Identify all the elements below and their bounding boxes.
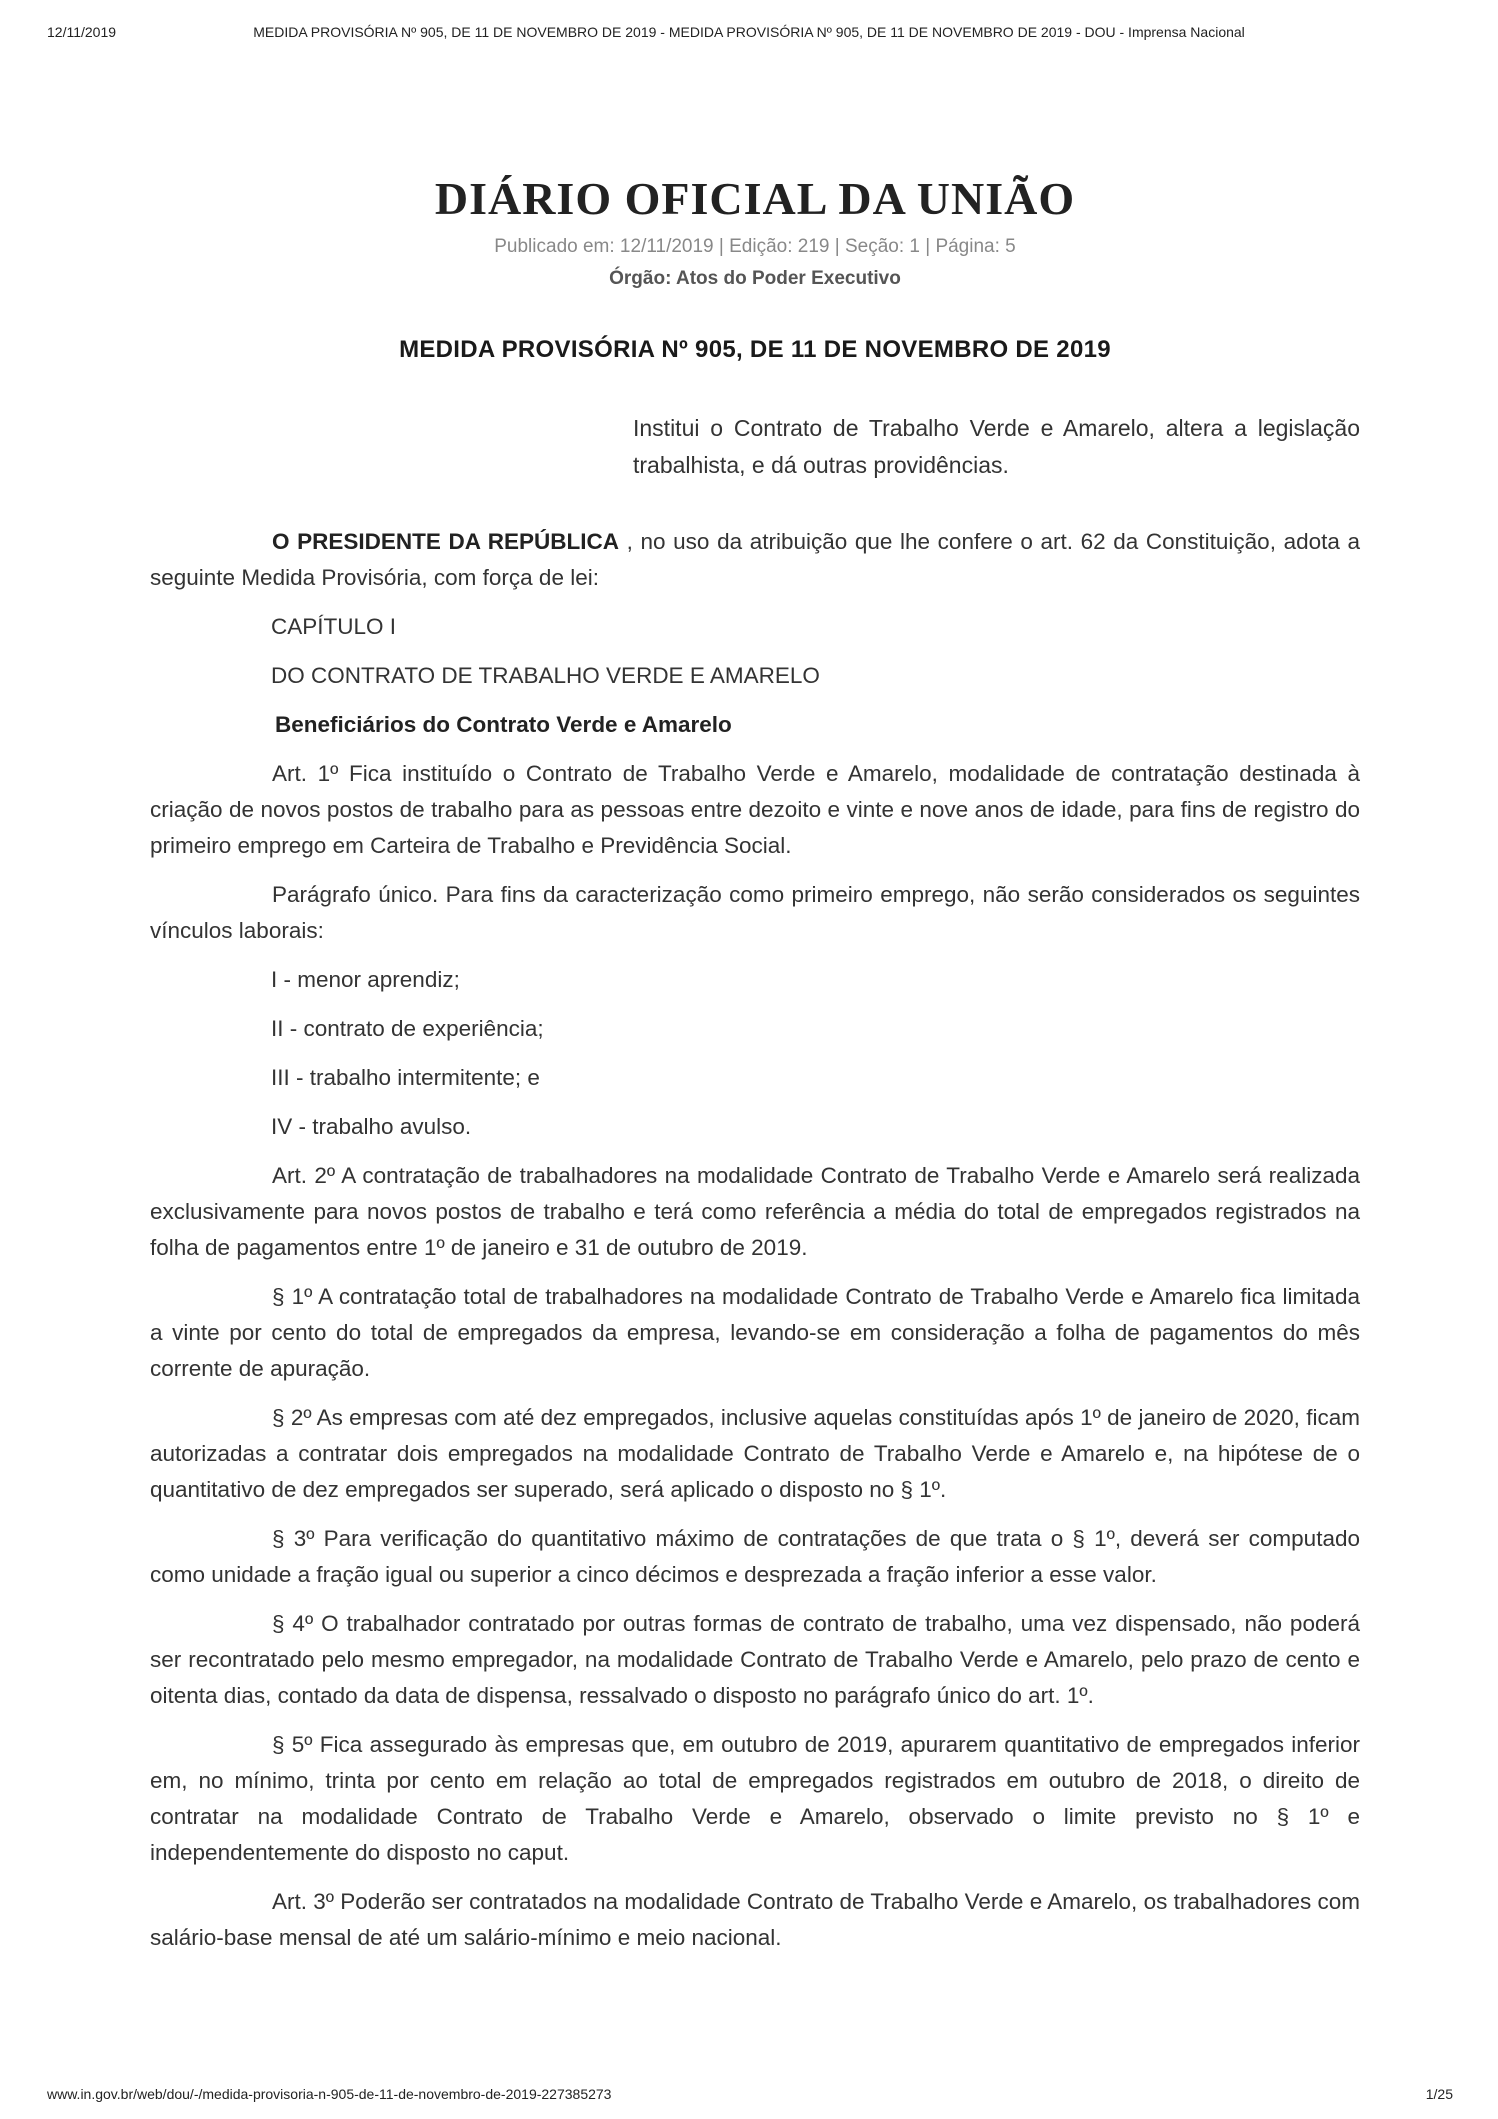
print-page-number: 1/25 xyxy=(1425,2086,1453,2102)
preamble-rest: , no uso da atribuição que lhe confere o art. 62 da Constituição, adota a seguinte Medida Provisória, com força de lei: xyxy=(150,529,1360,590)
preamble-strong: O PRESIDENTE DA REPÚBLICA xyxy=(272,529,620,554)
article-2-paragraph-5: § 5º Fica assegurado às empresas que, em outubro de 2019, apurarem quantitativo de empregados inferior em, no mínimo, trinta por cento em relação ao total de empregados registrados em outubro de 2018, o direito de contratar na modalidade Contrato de Trabalho Verde e Amarelo, observado o limite previsto no § 1º e independentemente do disposto no caput. xyxy=(150,1732,1360,1865)
act-title: MEDIDA PROVISÓRIA Nº 905, DE 11 DE NOVEMBRO DE 2019 xyxy=(399,336,1111,363)
chapter-title: DO CONTRATO DE TRABALHO VERDE E AMARELO xyxy=(271,663,820,688)
article-1: Art. 1º Fica instituído o Contrato de Trabalho Verde e Amarelo, modalidade de contratação destinada à criação de novos postos de trabalho para as pessoas entre dezoito e vinte e nove anos de idade, para fins de registro do primeiro emprego em Carteira de Trabalho e Previdência Social. xyxy=(150,761,1360,858)
print-url: www.in.gov.br/web/dou/-/medida-provisoria-n-905-de-11-de-novembro-de-2019-227385273 xyxy=(47,2086,612,2102)
print-footer xyxy=(0,2086,1498,2106)
list-item: III - trabalho intermitente; e xyxy=(271,1065,540,1090)
ementa: Institui o Contrato de Trabalho Verde e Amarelo, altera a legislação trabalhista, e dá outras providências. xyxy=(633,415,1360,478)
orgao: Órgão: Atos do Poder Executivo xyxy=(609,268,901,289)
article-3: Art. 3º Poderão ser contratados na modalidade Contrato de Trabalho Verde e Amarelo, os trabalhadores com salário-base mensal de até um salário-mínimo e meio nacional. xyxy=(150,1889,1360,1950)
print-header xyxy=(0,24,1498,44)
act-body xyxy=(150,524,1360,1969)
article-2-paragraph-1: § 1º A contratação total de trabalhadores na modalidade Contrato de Trabalho Verde e Amarelo fica limitada a vinte por cento do total de empregados da empresa, levando-se em consideração a folha de pagamentos do mês corrente de apuração. xyxy=(150,1284,1360,1381)
list-item: I - menor aprendiz; xyxy=(271,967,460,992)
print-title: MEDIDA PROVISÓRIA Nº 905, DE 11 DE NOVEMBRO DE 2019 - MEDIDA PROVISÓRIA Nº 905, DE 11 DE NOVEMBRO DE 2019 - DOU - Imprensa Nacional xyxy=(253,24,1245,40)
article-2-paragraph-4: § 4º O trabalhador contratado por outras formas de contrato de trabalho, uma vez dispensado, não poderá ser recontratado pelo mesmo empregador, na modalidade Contrato de Trabalho Verde e Amarelo, pelo prazo de cento e oitenta dias, contado da data de dispensa, ressalvado o disposto no parágrafo único do art. 1º. xyxy=(150,1611,1360,1708)
print-date: 12/11/2019 xyxy=(47,24,117,40)
article-2-paragraph-2: § 2º As empresas com até dez empregados, inclusive aquelas constituídas após 1º de janeiro de 2020, ficam autorizadas a contratar dois empregados na modalidade Contrato de Trabalho Verde e Amarelo e, na hipótese de o quantitativo de dez empregados ser superado, será aplicado o disposto no § 1º. xyxy=(150,1405,1360,1502)
preamble xyxy=(150,524,1360,596)
article-2: Art. 2º A contratação de trabalhadores na modalidade Contrato de Trabalho Verde e Amarelo será realizada exclusivamente para novos postos de trabalho e terá como referência a média do total de empregados registrados na folha de pagamentos entre 1º de janeiro e 31 de outubro de 2019. xyxy=(150,1163,1360,1260)
article-2-paragraph-3: § 3º Para verificação do quantitativo máximo de contratações de que trata o § 1º, deverá ser computado como unidade a fração igual ou superior a cinco décimos e desprezada a fração inferior a esse valor. xyxy=(150,1526,1360,1587)
list-item: IV - trabalho avulso. xyxy=(271,1114,472,1139)
chapter-number: CAPÍTULO I xyxy=(271,614,397,639)
masthead: DIÁRIO OFICIAL DA UNIÃO xyxy=(434,173,1076,224)
article-1-paragrafo: Parágrafo único. Para fins da caracterização como primeiro emprego, não serão considerados os seguintes vínculos laborais: xyxy=(150,882,1360,943)
list-item: II - contrato de experiência; xyxy=(271,1016,544,1041)
section-heading: Beneficiários do Contrato Verde e Amarelo xyxy=(275,712,732,737)
publication-info: Publicado em: 12/11/2019 | Edição: 219 | Seção: 1 | Página: 5 xyxy=(494,236,1016,257)
